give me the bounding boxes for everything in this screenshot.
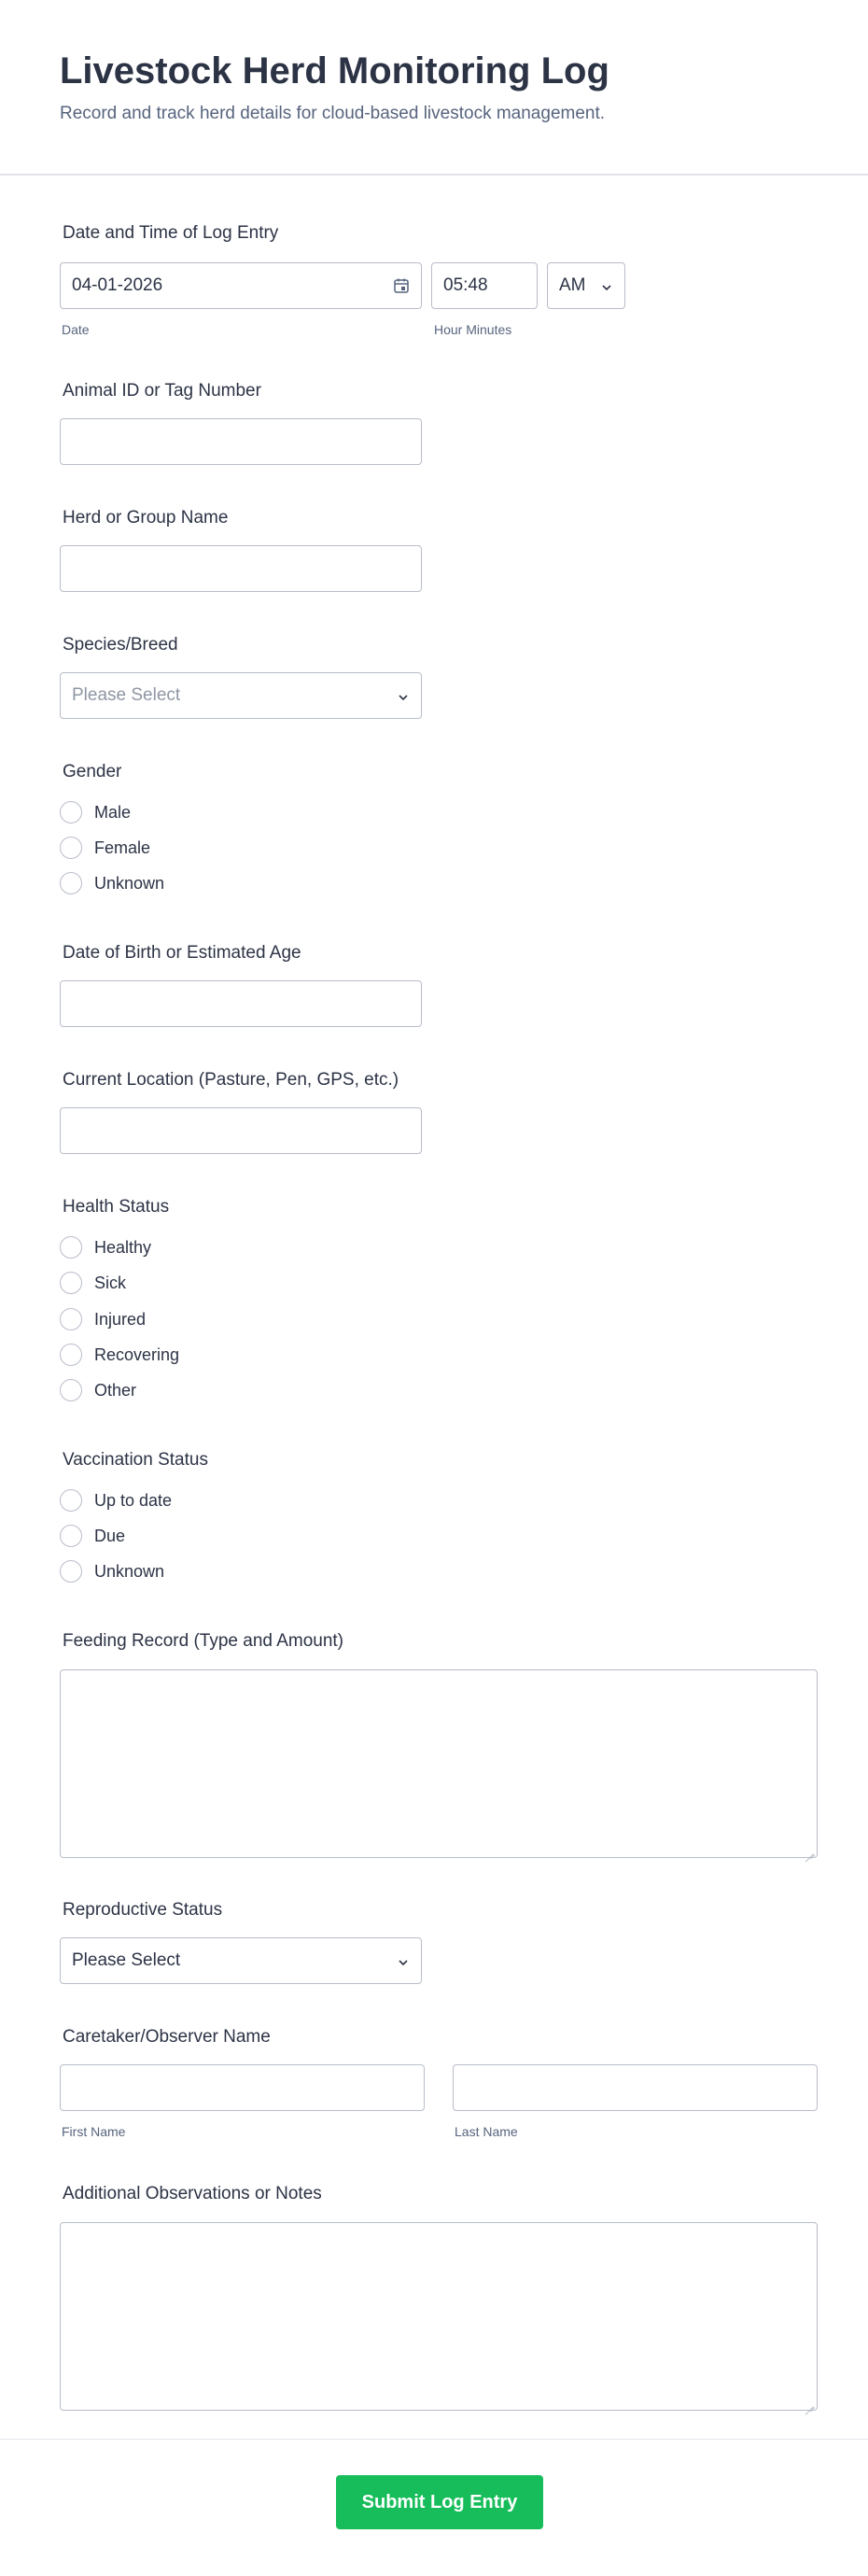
location-label: Current Location (Pasture, Pen, GPS, etc.)	[63, 1070, 399, 1090]
date-sublabel: Date	[62, 322, 90, 337]
radio-circle[interactable]	[60, 1308, 82, 1330]
reproductive-select[interactable]	[60, 1937, 422, 1984]
radio-label: Sick	[94, 1273, 127, 1292]
reproductive-label: Reproductive Status	[63, 1900, 223, 1920]
vaccination-option-due[interactable]	[60, 1524, 125, 1548]
radio-circle[interactable]	[60, 1236, 82, 1259]
radio-label: Unknown	[94, 873, 165, 893]
radio-circle[interactable]	[60, 1489, 82, 1512]
gender-option-female[interactable]	[60, 836, 150, 860]
ampm-value: AM	[559, 275, 586, 295]
gender-label: Gender	[63, 762, 122, 781]
gender-option-unknown[interactable]	[60, 871, 164, 895]
last-name-input[interactable]	[453, 2064, 818, 2111]
location-input[interactable]	[60, 1107, 422, 1154]
health-option-other[interactable]	[60, 1378, 136, 1402]
form-header	[0, 0, 868, 176]
radio-label: Unknown	[94, 1561, 165, 1581]
radio-label: Healthy	[94, 1237, 152, 1257]
chevron-down-icon	[600, 279, 613, 292]
animal-id-label: Animal ID or Tag Number	[63, 381, 261, 401]
date-value: 04-01-2026	[72, 275, 163, 295]
radio-circle[interactable]	[60, 1379, 82, 1401]
submit-button[interactable]: Submit Log Entry	[336, 2475, 543, 2529]
resize-handle[interactable]	[805, 2398, 814, 2407]
datetime-label: Date and Time of Log Entry	[63, 223, 279, 243]
species-select[interactable]	[60, 672, 422, 719]
first-name-sublabel: First Name	[62, 2124, 126, 2139]
reproductive-value: Please Select	[72, 1950, 181, 1970]
chevron-down-icon	[397, 689, 410, 702]
notes-textarea[interactable]	[60, 2222, 818, 2411]
vaccination-option-unknown[interactable]	[60, 1559, 164, 1584]
animal-id-input[interactable]	[60, 418, 422, 465]
health-label: Health Status	[63, 1197, 170, 1217]
feeding-label: Feeding Record (Type and Amount)	[63, 1631, 344, 1651]
vaccination-label: Vaccination Status	[63, 1450, 208, 1470]
herd-label: Herd or Group Name	[63, 508, 229, 528]
radio-circle[interactable]	[60, 837, 82, 859]
radio-circle[interactable]	[60, 1344, 82, 1366]
radio-circle[interactable]	[60, 1272, 82, 1294]
radio-label: Injured	[94, 1309, 147, 1329]
resize-handle[interactable]	[805, 1845, 814, 1854]
time-input[interactable]	[431, 262, 538, 309]
health-option-injured[interactable]	[60, 1307, 146, 1331]
time-sublabel: Hour Minutes	[434, 322, 512, 337]
caretaker-label: Caretaker/Observer Name	[63, 2027, 271, 2047]
species-label: Species/Breed	[63, 635, 178, 655]
footer-divider	[0, 2439, 868, 2440]
ampm-select[interactable]	[547, 262, 625, 309]
feeding-textarea[interactable]	[60, 1669, 818, 1858]
radio-label: Due	[94, 1526, 126, 1545]
herd-input[interactable]	[60, 545, 422, 592]
dob-input[interactable]	[60, 980, 422, 1027]
vaccination-option-up-to-date[interactable]	[60, 1488, 172, 1513]
first-name-input[interactable]	[60, 2064, 425, 2111]
notes-label: Additional Observations or Notes	[63, 2184, 322, 2203]
health-option-sick[interactable]	[60, 1271, 126, 1295]
dob-label: Date of Birth or Estimated Age	[63, 943, 301, 963]
radio-circle[interactable]	[60, 1560, 82, 1583]
radio-circle[interactable]	[60, 872, 82, 894]
radio-circle[interactable]	[60, 801, 82, 823]
species-placeholder: Please Select	[72, 685, 181, 705]
radio-label: Male	[94, 802, 132, 822]
radio-label: Up to date	[94, 1490, 173, 1510]
radio-label: Recovering	[94, 1344, 180, 1364]
health-option-healthy[interactable]	[60, 1235, 151, 1260]
last-name-sublabel: Last Name	[455, 2124, 518, 2139]
date-input[interactable]	[60, 262, 422, 309]
chevron-down-icon	[397, 1954, 410, 1967]
time-value: 05:48	[443, 275, 488, 295]
health-option-recovering[interactable]	[60, 1343, 179, 1367]
radio-label: Female	[94, 838, 151, 857]
page-subtitle: Record and track herd details for cloud-based livestock management.	[60, 104, 606, 123]
radio-circle[interactable]	[60, 1525, 82, 1547]
page-title: Livestock Herd Monitoring Log	[60, 50, 609, 91]
radio-label: Other	[94, 1380, 137, 1400]
gender-option-male[interactable]	[60, 800, 131, 824]
calendar-icon[interactable]	[393, 277, 410, 294]
